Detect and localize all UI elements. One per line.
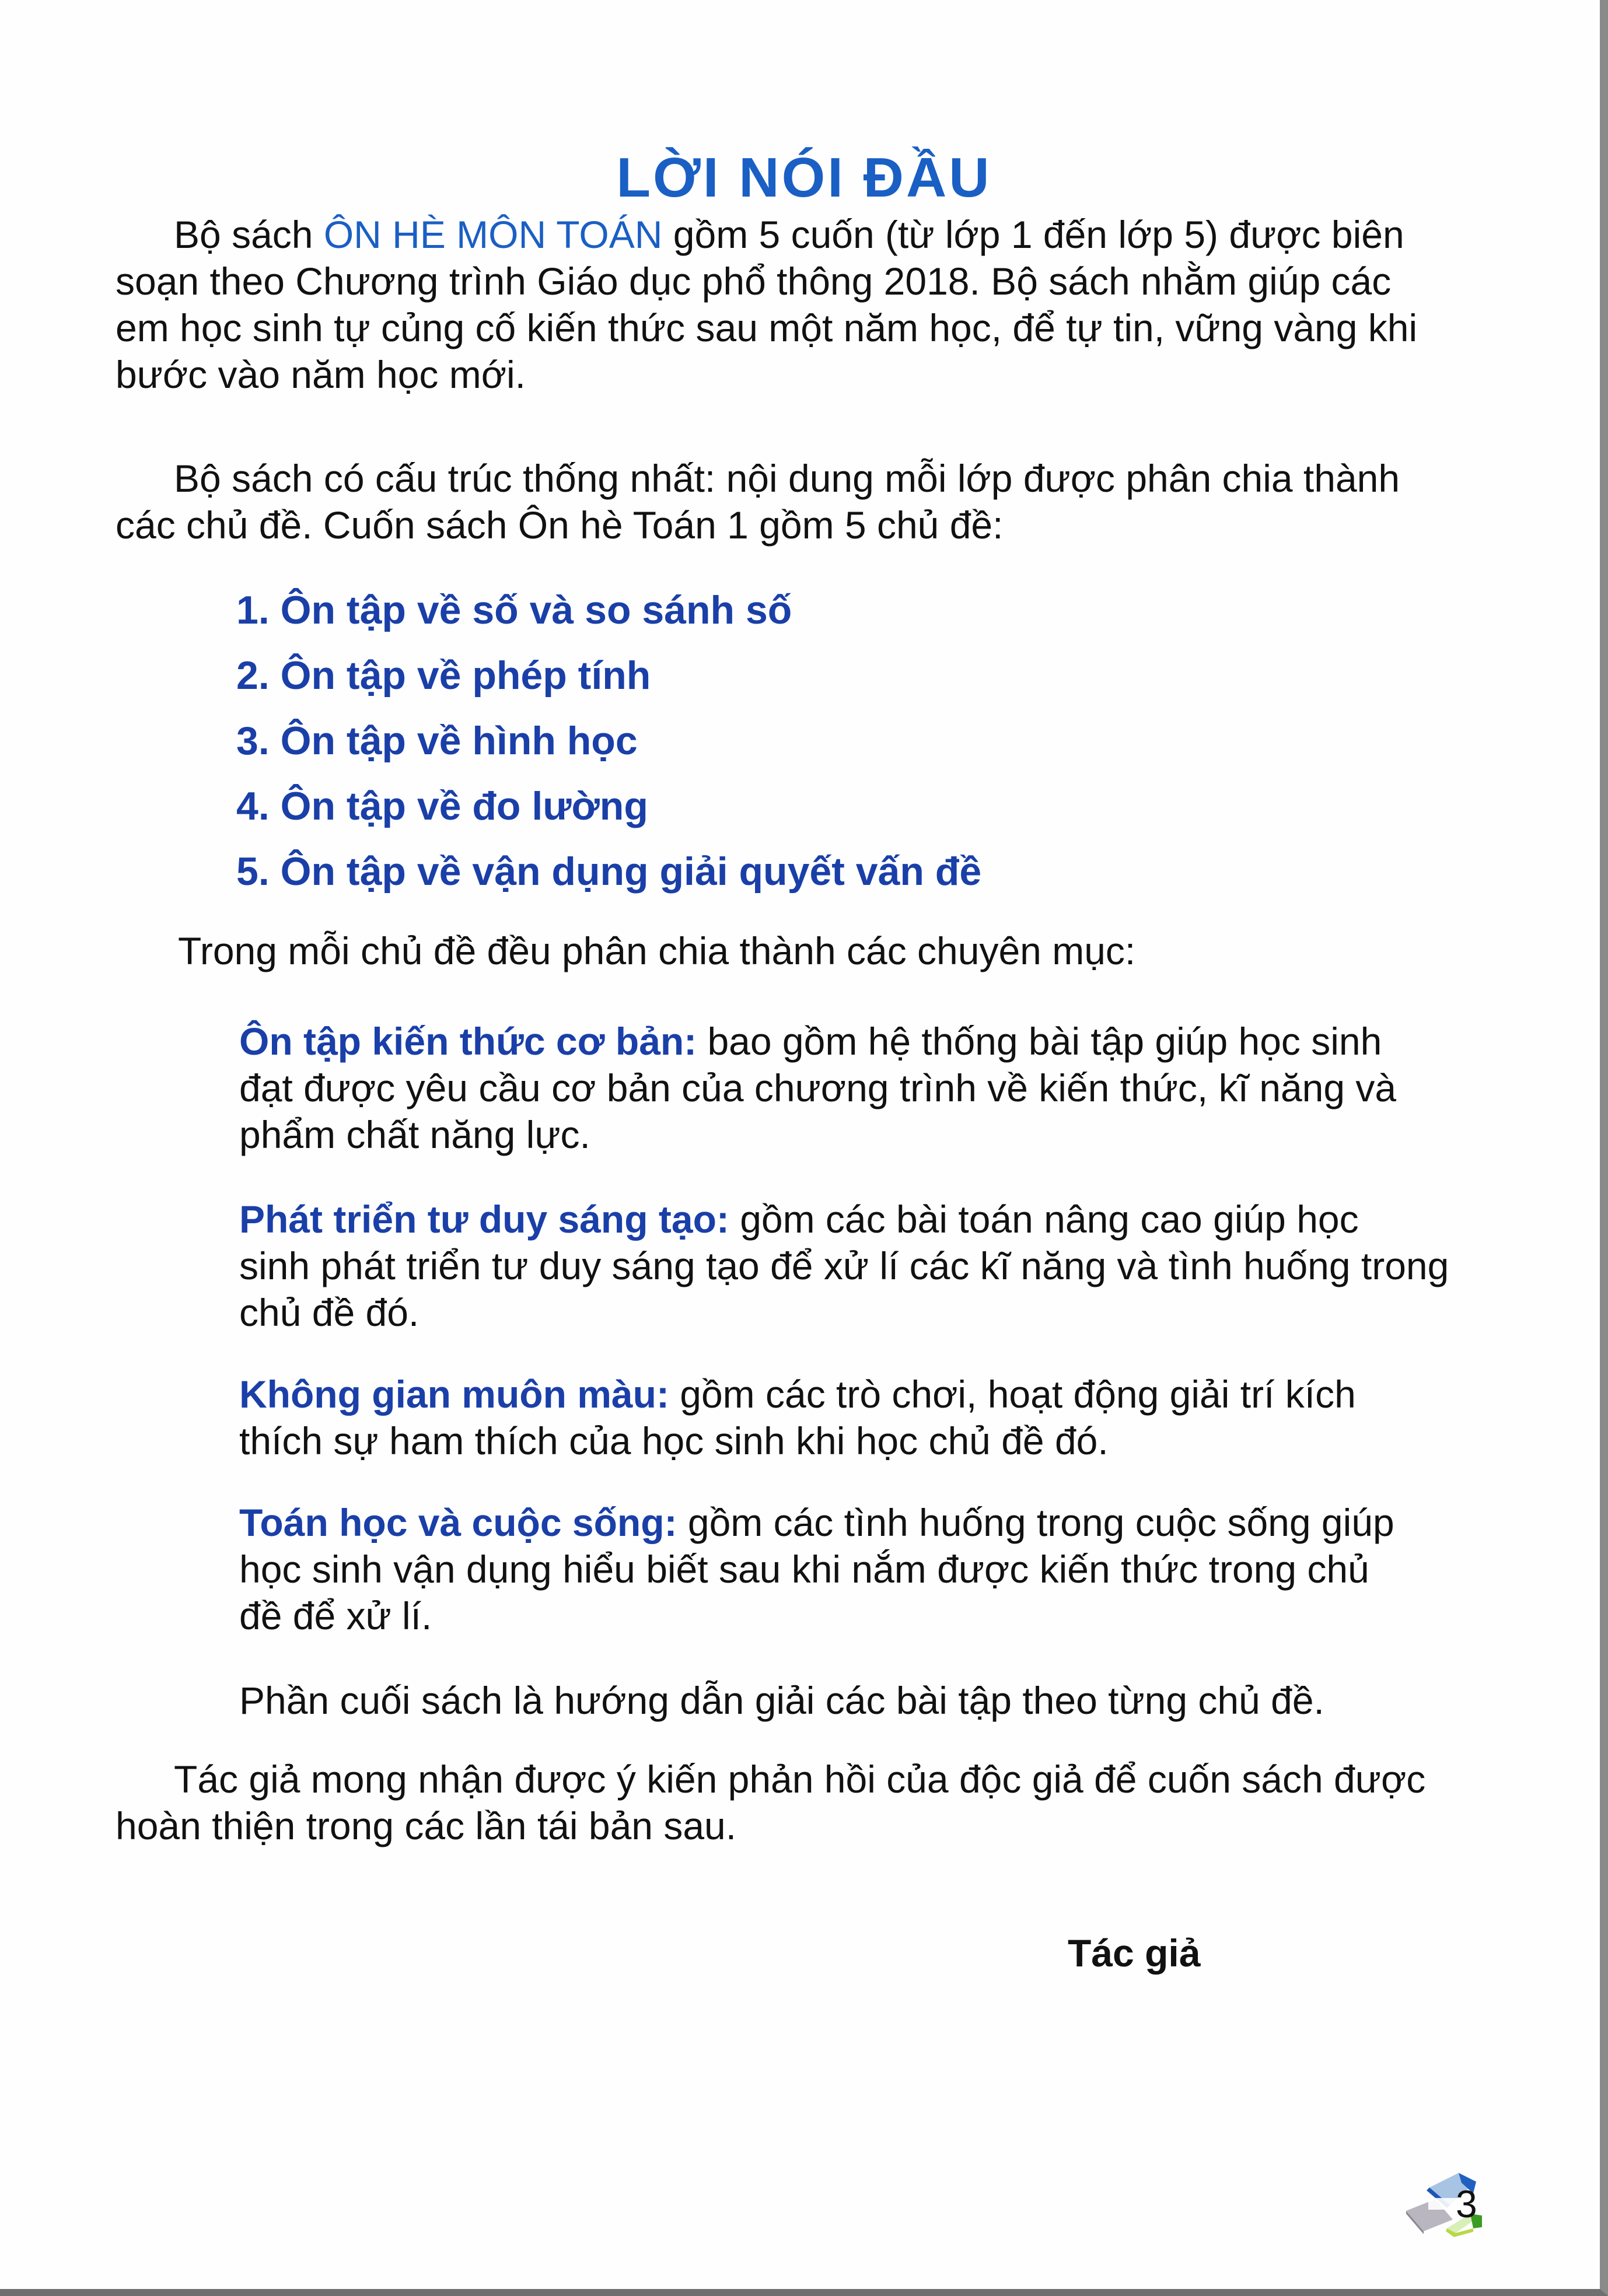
page-number: 3 (1456, 2182, 1477, 2225)
section-2-name: Phát triển tư duy sáng tạo: (239, 1198, 729, 1241)
section-3-line-1 (239, 1371, 1488, 1418)
topic-item-1: 1. Ôn tập về số và so sánh số (236, 588, 792, 632)
section-3-text: gồm các trò chơi, hoạt động giải trí kích (669, 1373, 1356, 1416)
sections-intro-text: Trong mỗi chủ đề đều phân chia thành các chuyên mục: (178, 929, 1136, 972)
intro-prefix: Bộ sách (174, 213, 324, 256)
section-2-line-1 (239, 1196, 1488, 1242)
section-1-name: Ôn tập kiến thức cơ bản: (239, 1020, 697, 1063)
answers-note-text: Phần cuối sách là hướng dẫn giải các bài tập theo từng chủ đề. (239, 1679, 1324, 1722)
series-name: ÔN HÈ MÔN TOÁN (323, 213, 663, 256)
page-number-badge (1400, 2164, 1517, 2252)
section-2-line-2: sinh phát triển tư duy sáng tạo để xử lí các kĩ năng và tình huống trong (239, 1244, 1449, 1287)
section-4-name: Toán học và cuộc sống: (239, 1501, 677, 1544)
feedback-line-2: hoàn thiện trong các lần tái bản sau. (116, 1804, 737, 1847)
feedback-line-1: Tác giả mong nhận được ý kiến phản hồi của độc giả để cuốn sách được (174, 1758, 1426, 1801)
section-1-line-1 (239, 1018, 1488, 1065)
feedback-paragraph (116, 1756, 1481, 1849)
topic-list (236, 578, 981, 904)
section-basic-review (239, 1018, 1488, 1158)
intro-line-4: bước vào năm học mới. (116, 353, 526, 396)
section-4-line-2: học sinh vận dụng hiểu biết sau khi nắm được kiến thức trong chủ (239, 1548, 1369, 1591)
section-1-line-2: đạt được yêu cầu cơ bản của chương trình về kiến thức, kĩ năng và (239, 1066, 1397, 1110)
intro-line-1-rest: gồm 5 cuốn (từ lớp 1 đến lớp 5) được biên (662, 213, 1404, 256)
section-4-line-1 (239, 1499, 1488, 1546)
sections-intro (178, 928, 1462, 974)
section-2-line-3: chủ đề đó. (239, 1291, 420, 1334)
intro-line-2: soạn theo Chương trình Giáo dục phổ thông 2018. Bộ sách nhằm giúp các (116, 260, 1392, 303)
topic-item-3: 3. Ôn tập về hình học (236, 719, 638, 763)
answers-note (239, 1677, 1488, 1724)
author-signature: Tác giả (1068, 1931, 1201, 1975)
topic-item-2: 2. Ôn tập về phép tính (236, 653, 651, 698)
intro-paragraph (116, 211, 1481, 398)
section-1-text: bao gồm hệ thống bài tập giúp học sinh (697, 1020, 1382, 1063)
topic-item-5: 5. Ôn tập về vận dụng giải quyết vấn đề (236, 849, 982, 894)
section-2-text: gồm các bài toán nâng cao giúp học (729, 1198, 1359, 1241)
section-3-name: Không gian muôn màu: (239, 1373, 669, 1416)
page-title: LỜI NÓI ĐẦU (616, 146, 992, 209)
section-1-line-3: phẩm chất năng lực. (239, 1113, 590, 1156)
section-3-line-2: thích sự ham thích của học sinh khi học chủ đề đó. (239, 1419, 1109, 1462)
section-4-text: gồm các tình huống trong cuộc sống giúp (677, 1501, 1394, 1544)
section-creative-thinking (239, 1196, 1488, 1336)
structure-paragraph (116, 455, 1481, 548)
section-math-and-life (239, 1499, 1488, 1639)
intro-line-3: em học sinh tự củng cố kiến thức sau một năm học, để tự tin, vững vàng khi (116, 306, 1418, 349)
section-colorful-space (239, 1371, 1488, 1464)
section-4-line-3: đề để xử lí. (239, 1594, 432, 1637)
intro-line-1 (116, 211, 1481, 258)
structure-line-1: Bộ sách có cấu trúc thống nhất: nội dung mỗi lớp được phân chia thành (174, 457, 1400, 500)
topic-item-4: 4. Ôn tập về đo lường (236, 784, 648, 828)
structure-line-2: các chủ đề. Cuốn sách Ôn hè Toán 1 gồm 5 chủ đề: (116, 503, 1004, 547)
